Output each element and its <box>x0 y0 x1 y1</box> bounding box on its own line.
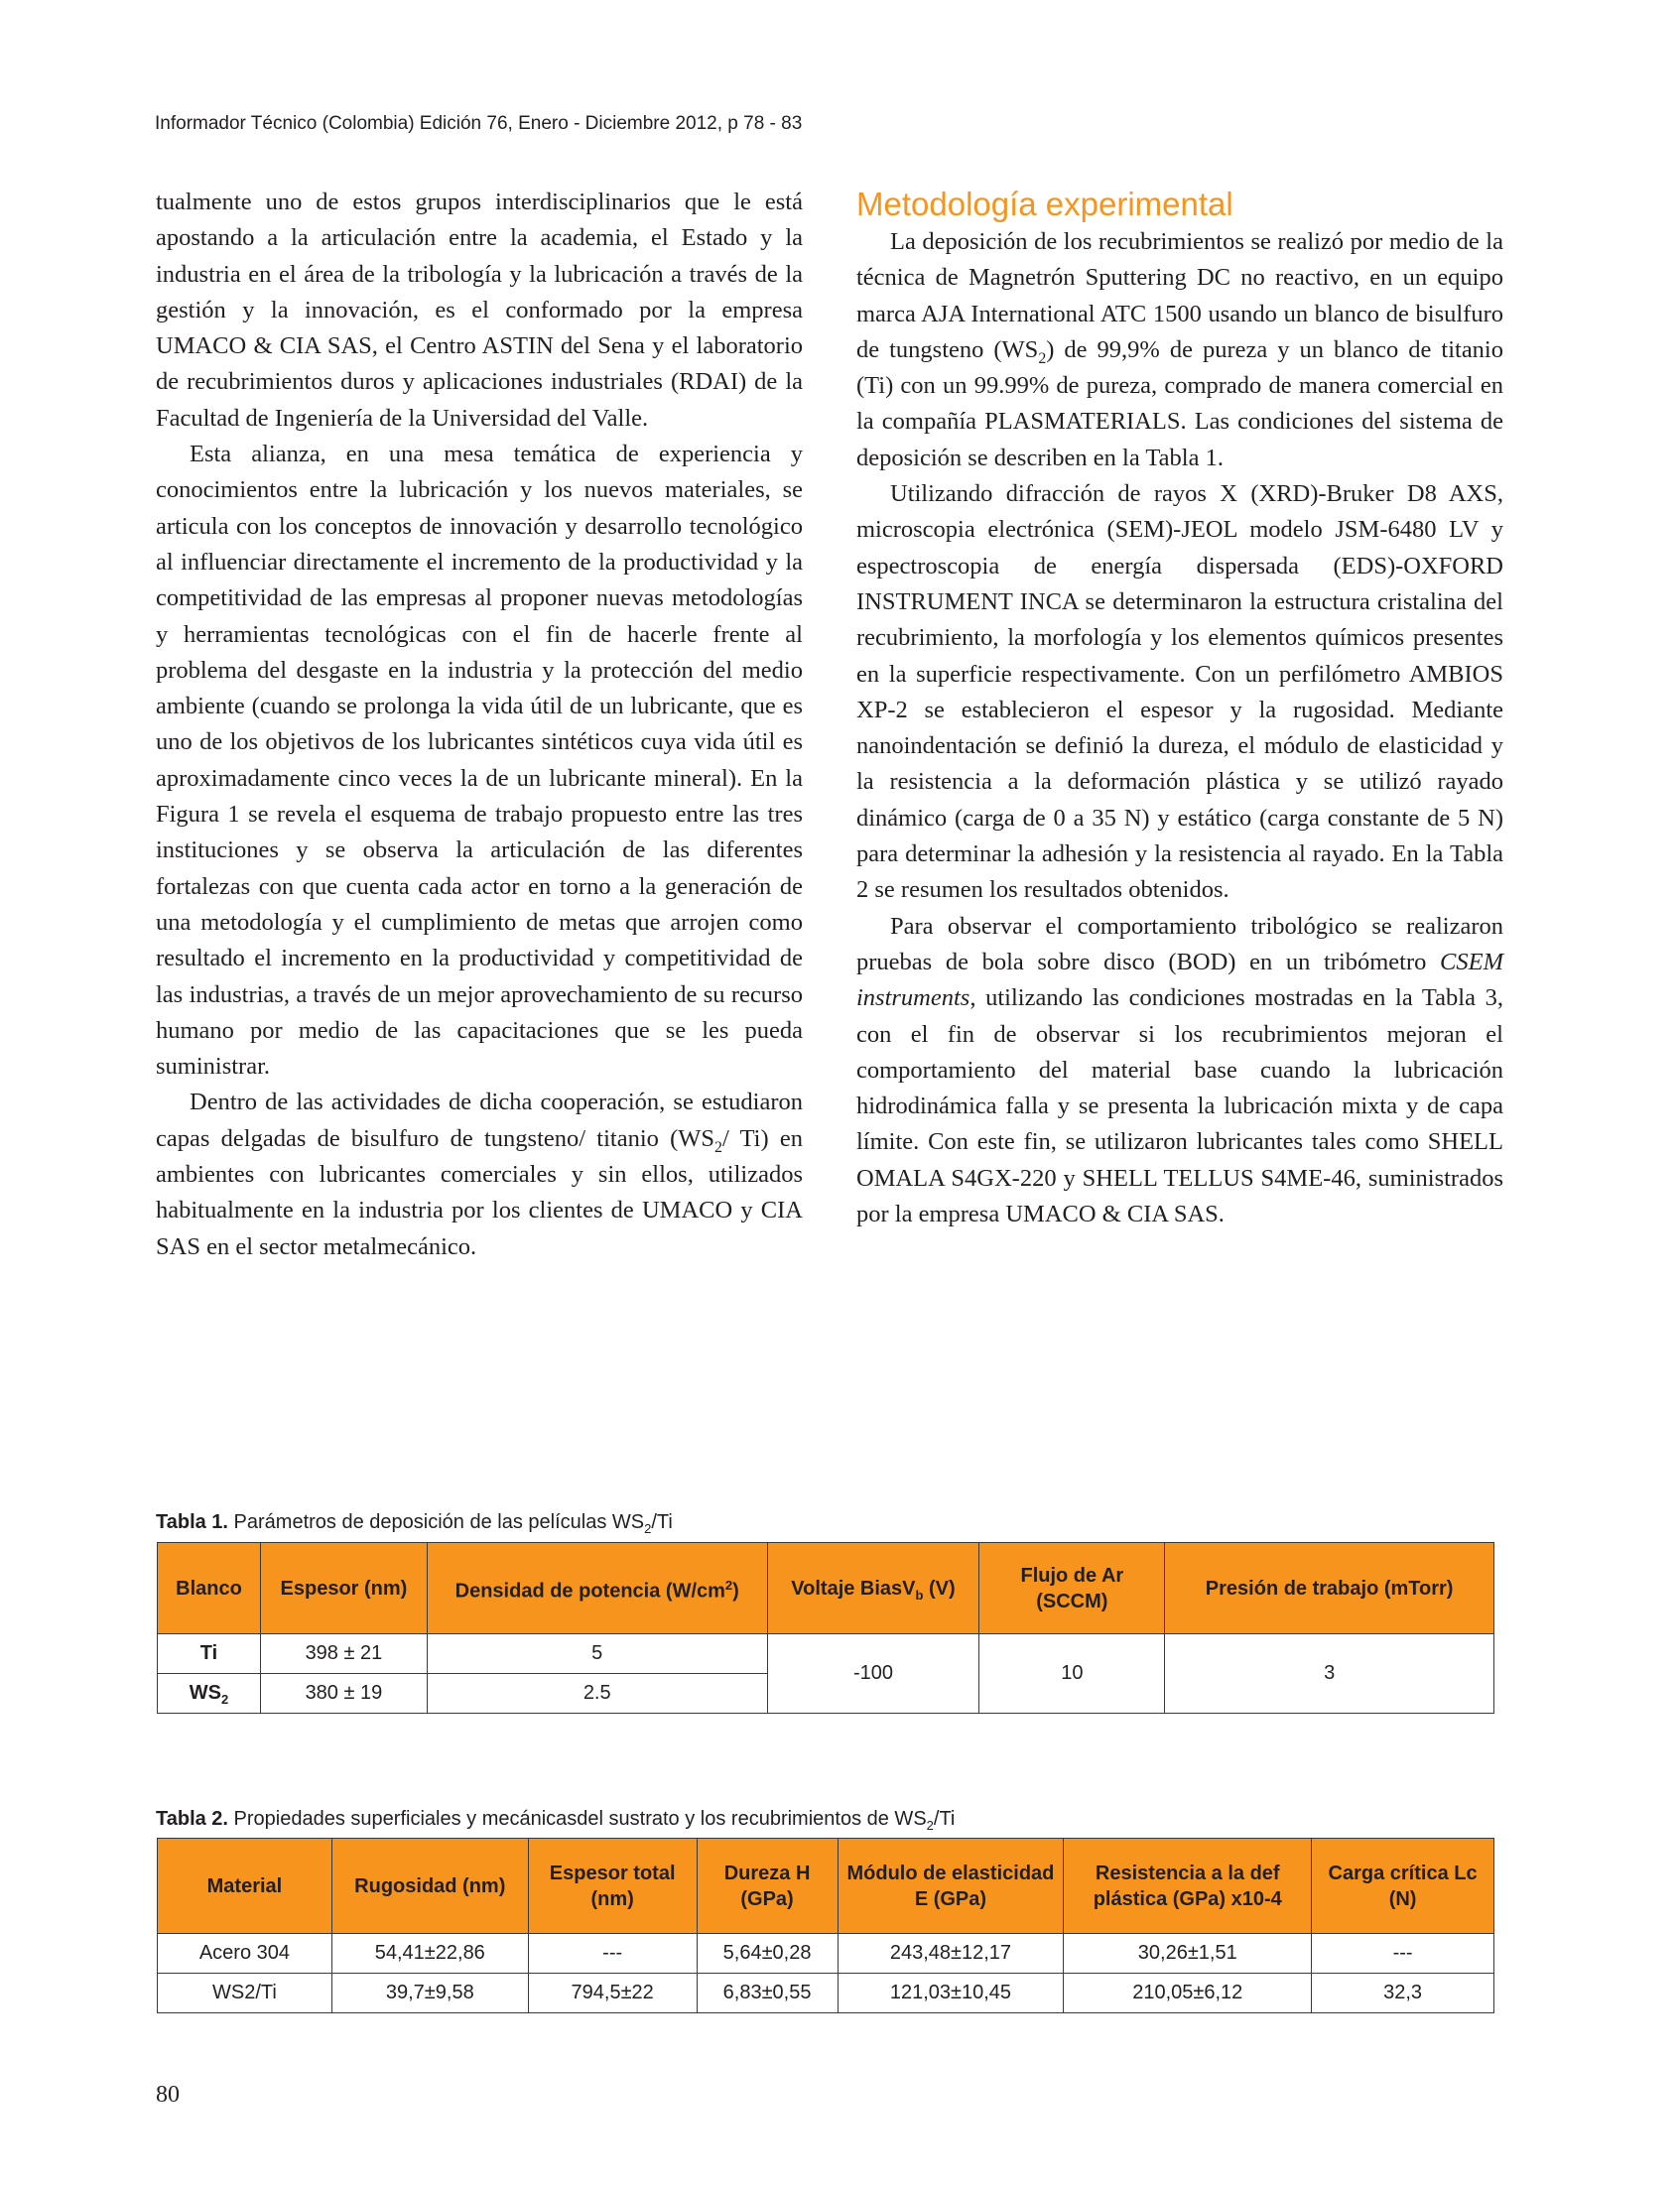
page-number: 80 <box>156 2082 180 2108</box>
table1-cell-blanco: $WS_2$ <box>158 1674 261 1714</box>
table1-header-row <box>158 1543 1494 1634</box>
table2 <box>157 1838 1494 2013</box>
table1-cell-densidad: 2.5 <box>427 1674 767 1714</box>
table2-caption: Tabla 2. Propiedades superficiales y mecánicasdel sustrato y los recubrimientos de $WS_2/Ti$ <box>156 1808 956 1833</box>
table2-cell: 39,7±9,58 <box>331 1974 528 2013</box>
table2-cell: 243,48±12,17 <box>838 1934 1064 1974</box>
table2-header-resistencia: Resistencia a la def plástica (GPa) x10-4 <box>1064 1839 1312 1934</box>
table1 <box>157 1542 1494 1714</box>
section-title: Metodología experimental <box>856 186 1233 222</box>
table-row <box>158 1634 1494 1674</box>
right-column <box>856 185 1503 1232</box>
table1-header-blanco: Blanco <box>158 1543 261 1634</box>
table1-cell-flujo: 10 <box>979 1634 1165 1714</box>
table1-cell-presion: 3 <box>1165 1634 1494 1714</box>
table1-header-flujo: Flujo de Ar (SCCM) <box>979 1543 1165 1634</box>
table2-cell: 6,83±0,55 <box>697 1974 838 2013</box>
table2-cell: --- <box>1312 1934 1494 1974</box>
table1-header-voltaje: Voltaje BiasV$_b$ (V) <box>767 1543 979 1634</box>
table2-header-carga: Carga crítica Lc (N) <box>1312 1839 1494 1934</box>
table2-cell: 5,64±0,28 <box>697 1934 838 1974</box>
table2-cell: 30,26±1,51 <box>1064 1934 1312 1974</box>
table-row <box>158 1974 1494 2013</box>
table1-cell-densidad: 5 <box>427 1634 767 1674</box>
table1-cell-voltaje: -100 <box>767 1634 979 1714</box>
table1-header-presion: Presión de trabajo (mTorr) <box>1165 1543 1494 1634</box>
table2-cell: 121,03±10,45 <box>838 1974 1064 2013</box>
table2-header-row <box>158 1839 1494 1934</box>
right-paragraph-1: La deposición de los recubrimientos se realizó por medio de la técnica de Magnetrón Sputtering DC no reactivo, en un equipo marca AJA International ATC 1500 usando un blanco de bisulfuro de tungsteno $(WS_2)$ de 99,9% de pureza y un blanco de titanio (Ti) con un 99.99% de pureza, comprado de manera comercial en la compañía PLASMATERIALS. Las condiciones del sistema de deposición se describen en la Tabla 1. <box>856 228 1503 471</box>
running-header: Informador Técnico (Colombia) Edición 76, Enero - Diciembre 2012, p 78 - 83 <box>155 113 803 134</box>
table1-header-densidad: Densidad de potencia $(W/cm^2)$ <box>427 1543 767 1634</box>
table2-cell: 210,05±6,12 <box>1064 1974 1312 2013</box>
left-paragraph-2: Esta alianza, en una mesa temática de experiencia y conocimientos entre la lubricación y los nuevos materiales, se articula con los conceptos de innovación y desarrollo tecnológico al influenciar directamente el incremento de la productividad y la competitividad de las empresas al proponer nuevas metodologías y herramientas tecnológicas con el fin de hacerle frente al problema del desgaste en la industria y la protección del medio ambiente (cuando se prolonga la vida útil de un lubricante, que es uno de los objetivos de los lubricantes sintéticos cuya vida útil es aproximadamente cinco veces la de un lubricante mineral). En la Figura 1 se revela el esquema de trabajo propuesto entre las tres instituciones y se observa la articulación de las diferentes fortalezas con que cuenta cada actor en torno a la generación de una metodología y el cumplimiento de metas que arrojen como resultado el incremento en la productividad y competitividad de las industrias, a través de un mejor aprovechamiento de su recurso humano por medio de las capacitaciones que se les pueda suministrar. <box>156 441 803 1081</box>
left-column <box>156 185 803 1265</box>
table1-cell-espesor: 380 ± 19 <box>260 1674 427 1714</box>
left-paragraph-1: tualmente uno de estos grupos interdisciplinarios que le está apostando a la articulación entre la academia, el Estado y la industria en el área de la tribología y la lubricación a través de la gestión y la innovación, es el conformado por la empresa UMACO & CIA SAS, el Centro ASTIN del Sena y el laboratorio de recubrimientos duros y aplicaciones industriales (RDAI) de la Facultad de Ingeniería de la Universidad del Valle. <box>156 189 803 432</box>
table2-header-espesor: Espesor total (nm) <box>528 1839 697 1934</box>
table2-cell: --- <box>528 1934 697 1974</box>
table-row <box>158 1934 1494 1974</box>
table2-header-rugosidad: Rugosidad (nm) <box>331 1839 528 1934</box>
table2-header-material: Material <box>158 1839 332 1934</box>
right-paragraph-3: Para observar el comportamiento tribológico se realizaron pruebas de bola sobre disco (BOD) en un tribómetro CSEM instruments, utilizando las condiciones mostradas en la Tabla 3, con el fin de observar si los recubrimientos mejoran el comportamiento del material base cuando la lubricación hidrodinámica falla y se presenta la lubricación mixta y de capa límite. Con este fin, se utilizaron lubricantes tales como SHELL OMALA S4GX-220 y SHELL TELLUS S4ME-46, suministrados por la empresa UMACO & CIA SAS. <box>856 912 1503 1228</box>
table1-header-espesor: Espesor (nm) <box>260 1543 427 1634</box>
table2-header-modulo: Módulo de elasticidad E (GPa) <box>838 1839 1064 1934</box>
table1-cell-blanco: Ti <box>158 1634 261 1674</box>
table2-cell: Acero 304 <box>158 1934 332 1974</box>
table1-cell-espesor: 398 ± 21 <box>260 1634 427 1674</box>
right-paragraph-2: Utilizando difracción de rayos X (XRD)-Bruker D8 AXS, microscopia electrónica (SEM)-JEOL modelo JSM-6480 LV y espectroscopia de energía dispersada (EDS)-OXFORD INSTRUMENT INCA se determinaron la estructura cristalina del recubrimiento, la morfología y los elementos químicos presentes en la superficie respectivamente. Con un perfilómetro AMBIOS XP-2 se establecieron el espesor y la rugosidad. Mediante nanoindentación se definió la dureza, el módulo de elasticidad y la resistencia a la deformación plástica y se utilizó rayado dinámico (carga de 0 a 35 N) y estático (carga constante de 5 N) para determinar la adhesión y la resistencia al rayado. En la Tabla 2 se resumen los resultados obtenidos. <box>856 480 1503 904</box>
left-paragraph-3: Dentro de las actividades de dicha cooperación, se estudiaron capas delgadas de bisulfuro de tungsteno/ titanio ($WS_2/$ Ti) en ambientes con lubricantes comerciales y sin ellos, utilizados habitualmente en la industria por los clientes de UMACO y CIA SAS en el sector metalmecánico. <box>156 1089 803 1260</box>
table2-header-dureza: Dureza H (GPa) <box>697 1839 838 1934</box>
table1-caption: Tabla 1. Parámetros de deposición de las películas $WS_2/Ti$ <box>156 1511 673 1536</box>
table2-cell: WS2/Ti <box>158 1974 332 2013</box>
table2-cell: 32,3 <box>1312 1974 1494 2013</box>
table2-cell: 794,5±22 <box>528 1974 697 2013</box>
table2-cell: 54,41±22,86 <box>331 1934 528 1974</box>
